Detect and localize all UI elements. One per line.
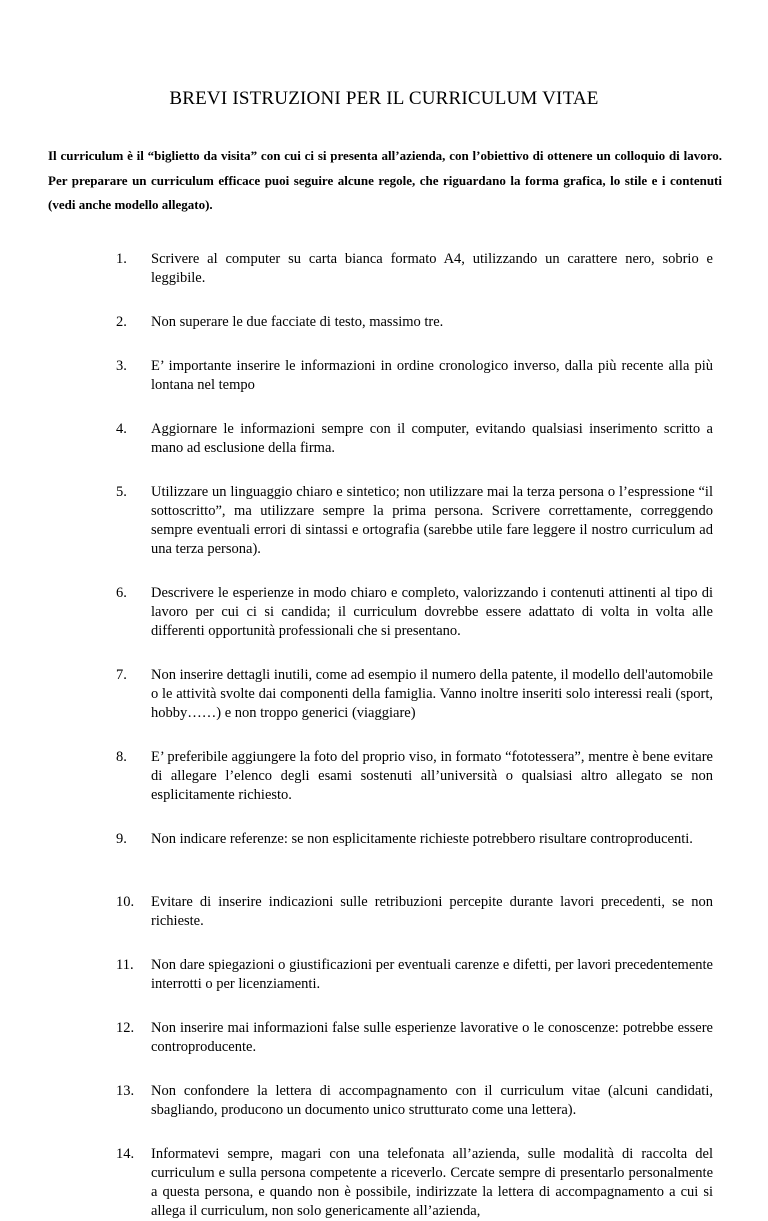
item-text: E’ preferibile aggiungere la foto del proprio viso, in formato “fototessera”, mentre è bene evitare di allegare l’elenco degli esami sostenuti all’università o qualsiasi altro allegato se non esplicitamente richiesto. [151,749,713,803]
item-number: 13. [116,1083,135,1099]
item-text: Evitare di inserire indicazioni sulle retribuzioni percepite durante lavori precedenti, se non richieste. [151,894,713,929]
list-item [116,483,713,559]
item-number: 7. [116,667,127,683]
list-item [116,1082,713,1120]
item-text: Informatevi sempre, magari con una telefonata all’azienda, sulle modalità di raccolta del curriculum e sulla persona competente a riceverlo. Cercate sempre di presentarlo personalmente a questa persona, e quando non è possibile, indirizzate la lettera di accompagnamento a cui si allega il curriculum, non solo genericamente all’azienda, [151,1146,713,1219]
item-text: E’ importante inserire le informazioni in ordine cronologico inverso, dalla più recente alla più lontana nel tempo [151,358,713,393]
item-text: Non inserire mai informazioni false sulle esperienze lavorative o le conoscenze: potrebbe essere controproducente. [151,1020,713,1055]
item-number: 1. [116,251,127,267]
document-title: BREVI ISTRUZIONI PER IL CURRICULUM VITAE [169,88,599,109]
list-item [116,313,713,332]
list-item [116,1145,713,1221]
item-number: 10. [116,894,135,910]
intro-paragraph: Il curriculum è il “biglietto da visita” con cui ci si presenta all’azienda, con l’obiettivo di ottenere un colloquio di lavoro. Per preparare un curriculum efficace puoi seguire alcune regole, che riguardano la forma grafica, lo stile e i contenuti (vedi anche modello allegato). [48,148,722,212]
list-item [116,666,713,723]
item-number: 3. [116,358,127,374]
list-item [116,250,713,288]
item-text: Non indicare referenze: se non esplicitamente richieste potrebbero risultare controproducenti. [151,831,693,847]
list-item [116,357,713,395]
item-number: 9. [116,831,127,847]
item-text: Non confondere la lettera di accompagnamento con il curriculum vitae (alcuni candidati, sbagliando, producono un documento unico strutturato come una lettera). [151,1083,713,1118]
list-item [116,956,713,994]
item-number: 14. [116,1146,135,1162]
list-item [116,748,713,805]
item-text: Non dare spiegazioni o giustificazioni per eventuali carenze e difetti, per lavori precedentemente interrotti o per licenziamenti. [151,957,713,992]
item-text: Scrivere al computer su carta bianca formato A4, utilizzando un carattere nero, sobrio e leggibile. [151,251,713,286]
list-item [116,830,713,849]
item-text: Utilizzare un linguaggio chiaro e sintetico; non utilizzare mai la terza persona o l’espressione “il sottoscritto”, ma utilizzare sempre la prima persona. Scrivere correttamente, correggendo sempre eventuali errori di sintassi e ortografia (sarebbe utile fare leggere il nostro curriculum ad una terza persona). [151,484,713,557]
list-item [116,893,713,931]
list-item [116,1019,713,1057]
item-number: 2. [116,314,127,330]
item-text: Non superare le due facciate di testo, massimo tre. [151,314,444,330]
item-number: 4. [116,421,127,437]
item-number: 8. [116,749,127,765]
item-text: Descrivere le esperienze in modo chiaro e completo, valorizzando i contenuti attinenti al tipo di lavoro per cui ci si candida; il curriculum dovrebbe essere adattato di volta in volta alle differenti opportunità professionali che si presentano. [151,585,713,639]
item-number: 11. [116,957,134,973]
item-number: 5. [116,484,127,500]
item-number: 12. [116,1020,135,1036]
item-text: Non inserire dettagli inutili, come ad esempio il numero della patente, il modello dell'automobile o le attività svolte dai componenti della famiglia. Vanno inoltre inseriti solo interessi reali (sport, hobby……) e non troppo generici (viaggiare) [151,667,713,721]
item-text: Aggiornare le informazioni sempre con il computer, evitando qualsiasi inserimento scritto a mano ad esclusione della firma. [151,421,713,456]
list-item [116,420,713,458]
list-item [116,584,713,641]
item-number: 6. [116,585,127,601]
